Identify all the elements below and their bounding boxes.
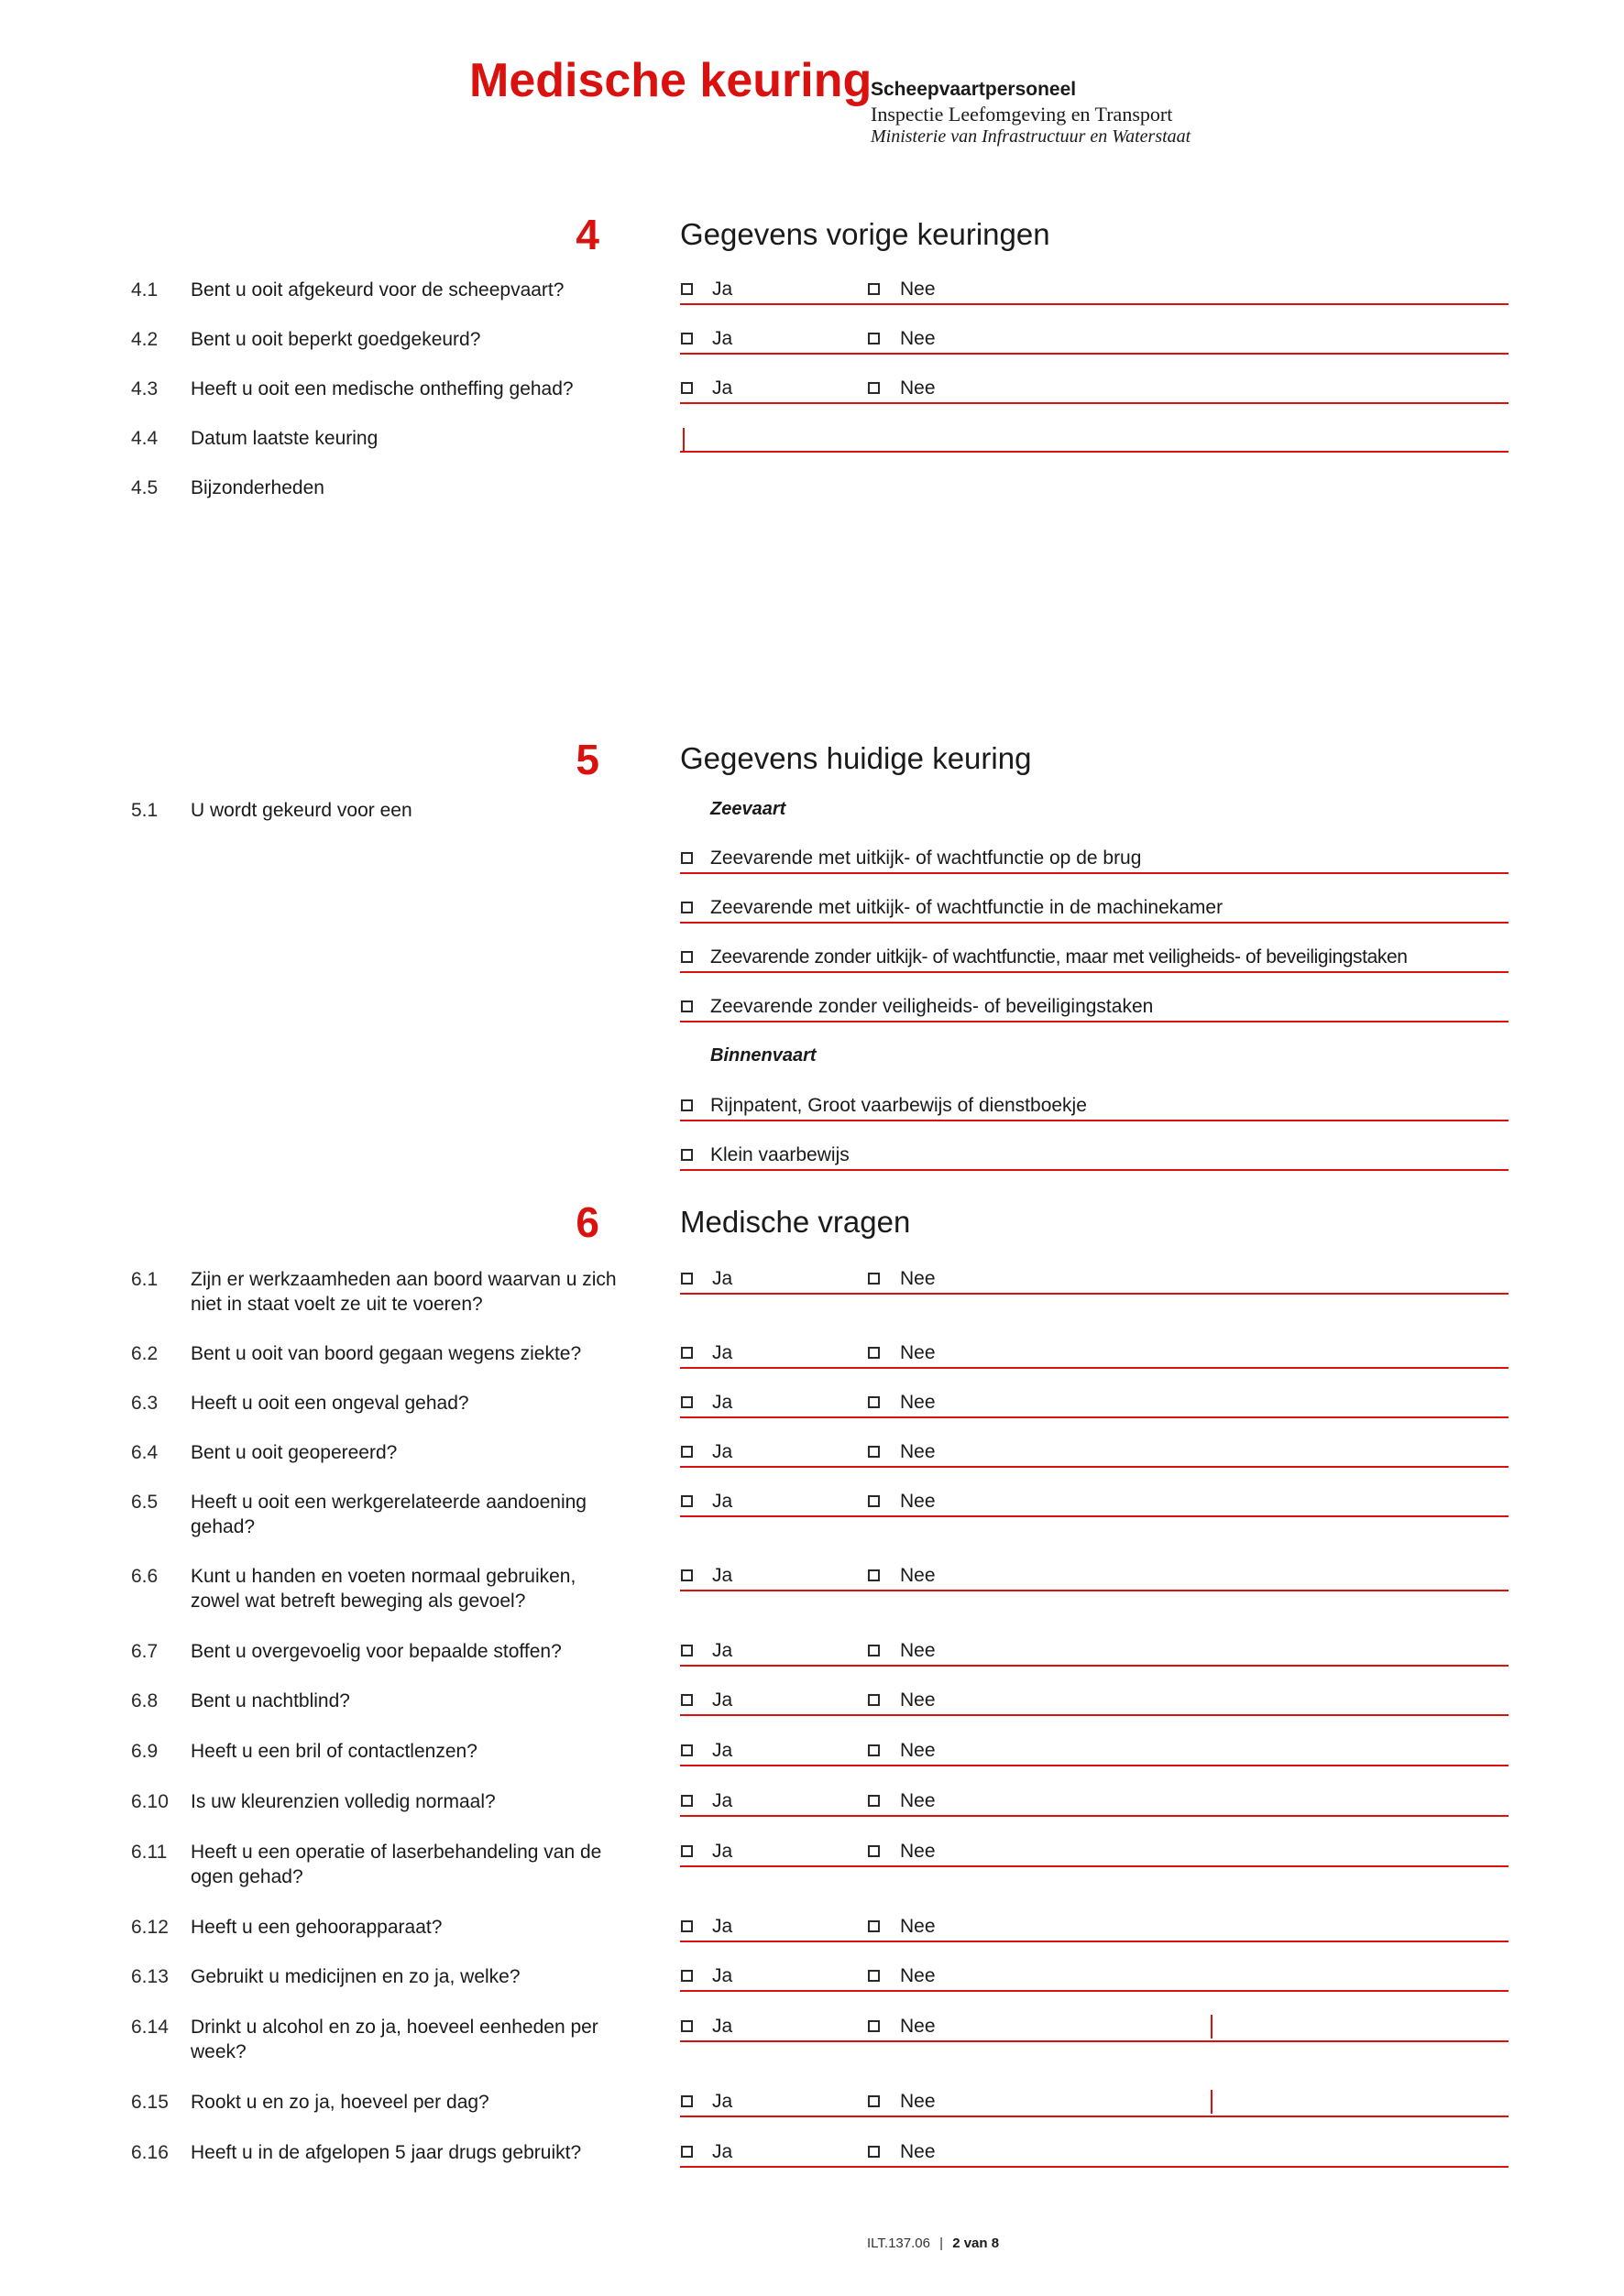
no-label: Nee	[900, 1916, 936, 1937]
page-indicator: 2 van 8	[952, 2236, 1000, 2251]
question-text: Heeft u ooit een ongeval gehad?	[191, 1393, 469, 1414]
yes-checkbox[interactable]	[681, 1495, 693, 1507]
yes-checkbox[interactable]	[681, 1396, 693, 1408]
question-text: Bent u ooit afgekeurd voor de scheepvaart?	[191, 279, 565, 301]
yes-checkbox[interactable]	[681, 2020, 693, 2032]
answer-line	[680, 1990, 1509, 1992]
question-text: Heeft u in de afgelopen 5 jaar drugs gebruikt?	[191, 2142, 582, 2163]
question-text: U wordt gekeurd voor een	[191, 800, 412, 821]
yes-label: Ja	[712, 1441, 733, 1462]
answer-line	[680, 1815, 1509, 1817]
answer-line	[680, 1120, 1509, 1121]
no-checkbox[interactable]	[868, 1645, 880, 1656]
question-number: 6.9	[131, 1741, 159, 1762]
answer-line	[680, 971, 1509, 973]
section-number: 5	[576, 736, 599, 783]
no-checkbox[interactable]	[868, 2095, 880, 2107]
org-inspectorate: Inspectie Leefomgeving en Transport	[871, 103, 1173, 126]
answer-line	[680, 1416, 1509, 1418]
field-divider	[1211, 2015, 1213, 2039]
no-checkbox[interactable]	[868, 1446, 880, 1458]
yes-label: Ja	[712, 2141, 733, 2162]
question-number: 6.1	[131, 1269, 159, 1290]
no-label: Nee	[900, 1790, 936, 1811]
no-checkbox[interactable]	[868, 1845, 880, 1857]
question-text: Drinkt u alcohol en zo ja, hoeveel eenheden per week?	[191, 2017, 598, 2062]
option-checkbox[interactable]	[681, 951, 693, 963]
question-number: 6.5	[131, 1492, 159, 1513]
question-number: 6.8	[131, 1690, 159, 1711]
question-text: Heeft u ooit een medische ontheffing gehad?	[191, 378, 574, 399]
question-text: Rookt u en zo ja, hoeveel per dag?	[191, 2092, 489, 2113]
no-checkbox[interactable]	[868, 1396, 880, 1408]
yes-label: Ja	[712, 1392, 733, 1413]
no-label: Nee	[900, 2091, 936, 2112]
yes-checkbox[interactable]	[681, 283, 693, 295]
yes-label: Ja	[712, 328, 733, 349]
question-text: Bent u ooit geopereerd?	[191, 1442, 398, 1463]
question-number: 4.1	[131, 279, 159, 301]
field-divider	[1211, 2090, 1213, 2114]
answer-line	[680, 1941, 1509, 1942]
no-label: Nee	[900, 1268, 936, 1289]
no-label: Nee	[900, 1740, 936, 1761]
page-footer	[867, 2236, 999, 2251]
question-text: Is uw kleurenzien volledig normaal?	[191, 1791, 496, 1812]
answer-line	[680, 353, 1509, 355]
date-last-exam-input[interactable]	[680, 423, 1509, 453]
no-checkbox[interactable]	[868, 1795, 880, 1807]
remarks-textarea[interactable]	[680, 472, 1509, 692]
answer-line	[680, 1590, 1509, 1591]
no-checkbox[interactable]	[868, 1920, 880, 1932]
answer-line	[680, 872, 1509, 874]
no-label: Nee	[900, 1342, 936, 1363]
page-title: Medische keuring	[469, 54, 872, 107]
question-number: 6.11	[131, 1842, 168, 1863]
no-checkbox[interactable]	[868, 1744, 880, 1756]
no-checkbox[interactable]	[868, 382, 880, 394]
yes-checkbox[interactable]	[681, 1273, 693, 1285]
question-text: Bent u nachtblind?	[191, 1690, 350, 1711]
no-label: Nee	[900, 1491, 936, 1512]
no-label: Nee	[900, 2016, 936, 2037]
yes-checkbox[interactable]	[681, 2095, 693, 2107]
option-checkbox[interactable]	[681, 902, 693, 913]
section-title: Medische vragen	[680, 1205, 911, 1239]
question-text: Datum laatste keuring	[191, 428, 379, 449]
no-label: Nee	[900, 1392, 936, 1413]
yes-checkbox[interactable]	[681, 1845, 693, 1857]
section-number: 4	[576, 211, 599, 258]
question-text: Heeft u een gehoorapparaat?	[191, 1917, 443, 1938]
no-checkbox[interactable]	[868, 1495, 880, 1507]
yes-checkbox[interactable]	[681, 1645, 693, 1656]
yes-checkbox[interactable]	[681, 382, 693, 394]
answer-line	[680, 1665, 1509, 1667]
answer-line	[680, 1021, 1509, 1022]
answer-line	[680, 303, 1509, 305]
org-department: Scheepvaartpersoneel	[871, 79, 1077, 100]
no-checkbox[interactable]	[868, 2146, 880, 2158]
no-checkbox[interactable]	[868, 1569, 880, 1581]
no-checkbox[interactable]	[868, 333, 880, 344]
answer-line	[680, 922, 1509, 924]
yes-label: Ja	[712, 1342, 733, 1363]
option-label: Zeevarende zonder veiligheids- of beveiligingstaken	[710, 996, 1154, 1017]
no-checkbox[interactable]	[868, 2020, 880, 2032]
option-label: Rijnpatent, Groot vaarbewijs of dienstboekje	[710, 1095, 1087, 1116]
footer-separator: |	[939, 2236, 944, 2251]
question-number: 6.3	[131, 1393, 159, 1414]
question-text: Zijn er werkzaamheden aan boord waarvan u zich niet in staat voelt ze uit te voeren?	[191, 1269, 617, 1315]
answer-line	[680, 1466, 1509, 1468]
smoking-amount-input[interactable]	[1212, 2087, 1509, 2115]
org-ministry: Ministerie van Infrastructuur en Waterstaat	[871, 126, 1191, 147]
no-label: Nee	[900, 1565, 936, 1586]
option-label: Zeevarende met uitkijk- of wachtfunctie in de machinekamer	[710, 897, 1223, 918]
no-label: Nee	[900, 2141, 936, 2162]
yes-label: Ja	[712, 2091, 733, 2112]
answer-line	[680, 1367, 1509, 1369]
alcohol-units-input[interactable]	[1212, 2012, 1509, 2039]
question-number: 6.16	[131, 2142, 169, 2163]
yes-label: Ja	[712, 1689, 733, 1711]
yes-checkbox[interactable]	[681, 1795, 693, 1807]
option-checkbox[interactable]	[681, 1099, 693, 1111]
option-checkbox[interactable]	[681, 1000, 693, 1012]
yes-label: Ja	[712, 2016, 733, 2037]
yes-label: Ja	[712, 1790, 733, 1811]
text-cursor	[683, 428, 685, 451]
no-checkbox[interactable]	[868, 1694, 880, 1706]
question-number: 6.6	[131, 1566, 159, 1587]
yes-label: Ja	[712, 1268, 733, 1289]
answer-line	[680, 2116, 1509, 2117]
no-label: Nee	[900, 1640, 936, 1661]
answer-line	[680, 451, 1509, 453]
answer-line	[680, 1169, 1509, 1171]
question-text: Bent u ooit van boord gegaan wegens ziekte?	[191, 1343, 582, 1364]
yes-checkbox[interactable]	[681, 1446, 693, 1458]
question-number: 4.2	[131, 329, 159, 350]
question-number: 6.12	[131, 1917, 169, 1938]
yes-checkbox[interactable]	[681, 1744, 693, 1756]
section-number: 6	[576, 1198, 599, 1246]
group-label-zeevaart: Zeevaart	[710, 799, 786, 819]
answer-line	[680, 1765, 1509, 1766]
answer-line	[680, 2040, 1509, 2042]
question-number: 4.4	[131, 428, 159, 449]
yes-checkbox[interactable]	[681, 1694, 693, 1706]
yes-label: Ja	[712, 1565, 733, 1586]
no-label: Nee	[900, 377, 936, 399]
yes-label: Ja	[712, 279, 733, 300]
question-number: 6.7	[131, 1641, 159, 1662]
answer-line	[680, 1293, 1509, 1295]
question-number: 6.15	[131, 2092, 169, 2113]
answer-line	[680, 1865, 1509, 1867]
question-number: 4.3	[131, 378, 159, 399]
no-label: Nee	[900, 1965, 936, 1986]
yes-label: Ja	[712, 1916, 733, 1937]
answer-line	[680, 2166, 1509, 2168]
yes-label: Ja	[712, 1640, 733, 1661]
question-number: 6.13	[131, 1966, 169, 1987]
option-label: Zeevarende met uitkijk- of wachtfunctie op de brug	[710, 847, 1142, 869]
no-label: Nee	[900, 1689, 936, 1711]
no-checkbox[interactable]	[868, 1970, 880, 1982]
question-text: Gebruikt u medicijnen en zo ja, welke?	[191, 1966, 521, 1987]
question-number: 6.4	[131, 1442, 159, 1463]
yes-label: Ja	[712, 1965, 733, 1986]
no-label: Nee	[900, 328, 936, 349]
answer-line	[680, 402, 1509, 404]
question-number: 6.2	[131, 1343, 159, 1364]
question-text: Bent u overgevoelig voor bepaalde stoffen?	[191, 1641, 562, 1662]
no-checkbox[interactable]	[868, 283, 880, 295]
question-number: 5.1	[131, 800, 159, 821]
section-title: Gegevens huidige keuring	[680, 741, 1032, 775]
no-checkbox[interactable]	[868, 1273, 880, 1285]
no-checkbox[interactable]	[868, 1347, 880, 1359]
yes-checkbox[interactable]	[681, 1347, 693, 1359]
question-text: Heeft u een operatie of laserbehandeling van de ogen gehad?	[191, 1842, 602, 1887]
question-number: 4.5	[131, 477, 159, 498]
option-checkbox[interactable]	[681, 1149, 693, 1161]
question-text: Bent u ooit beperkt goedgekeurd?	[191, 329, 481, 350]
no-label: Nee	[900, 279, 936, 300]
section-title: Gegevens vorige keuringen	[680, 217, 1050, 251]
document-code: ILT.137.06	[867, 2236, 930, 2251]
yes-checkbox[interactable]	[681, 1970, 693, 1982]
yes-label: Ja	[712, 1841, 733, 1862]
option-checkbox[interactable]	[681, 852, 693, 864]
yes-label: Ja	[712, 377, 733, 399]
question-text: Heeft u ooit een werkgerelateerde aandoening gehad?	[191, 1492, 587, 1537]
question-text: Bijzonderheden	[191, 477, 324, 498]
yes-checkbox[interactable]	[681, 1569, 693, 1581]
yes-checkbox[interactable]	[681, 1920, 693, 1932]
answer-line	[680, 1515, 1509, 1517]
question-number: 6.14	[131, 2017, 169, 2038]
answer-line	[680, 1714, 1509, 1716]
no-label: Nee	[900, 1441, 936, 1462]
no-label: Nee	[900, 1841, 936, 1862]
option-label: Zeevarende zonder uitkijk- of wachtfunctie, maar met veiligheids- of beveiligingstaken	[710, 946, 1408, 968]
yes-label: Ja	[712, 1740, 733, 1761]
question-text: Kunt u handen en voeten normaal gebruiken, zowel wat betreft beweging als gevoel?	[191, 1566, 576, 1612]
question-number: 6.10	[131, 1791, 169, 1812]
yes-checkbox[interactable]	[681, 333, 693, 344]
group-label-binnenvaart: Binnenvaart	[710, 1045, 817, 1066]
option-label: Klein vaarbewijs	[710, 1144, 850, 1165]
yes-label: Ja	[712, 1491, 733, 1512]
yes-checkbox[interactable]	[681, 2146, 693, 2158]
question-text: Heeft u een bril of contactlenzen?	[191, 1741, 477, 1762]
